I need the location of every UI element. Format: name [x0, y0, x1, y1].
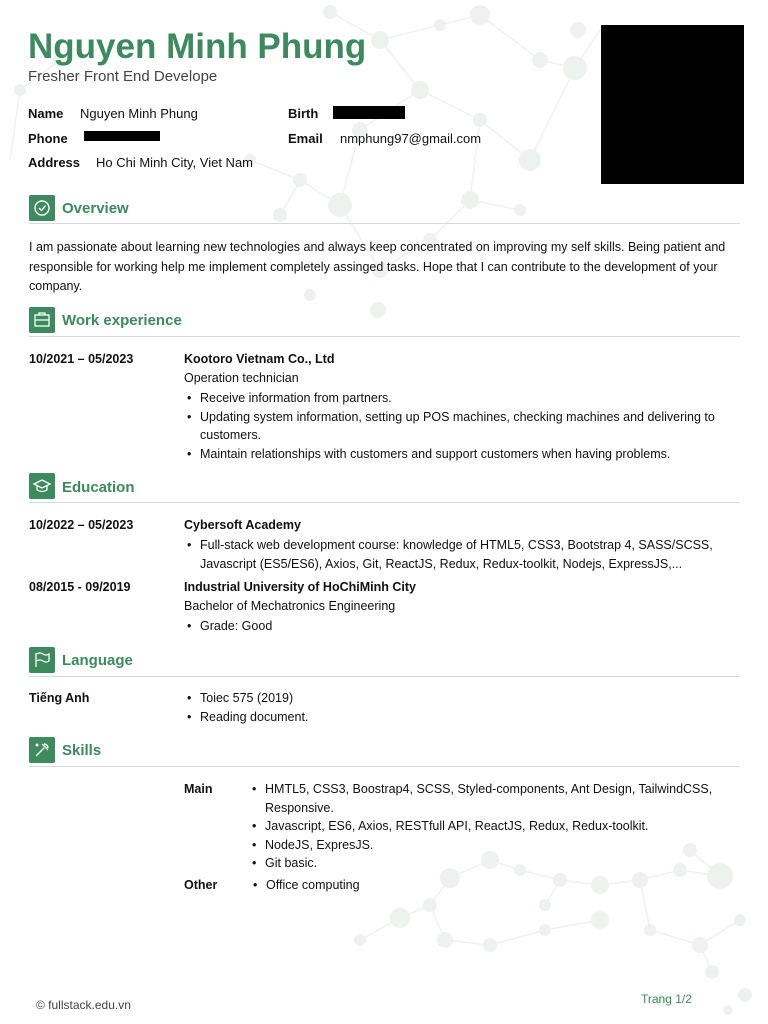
list-item: • HMTL5, CSS3, Boostrap4, SCSS, Styled-components, Ant Design, TailwindCSS, Responsive. [249, 780, 739, 817]
language-bullets [184, 689, 740, 726]
email-value: nmphung97@gmail.com [340, 131, 482, 146]
overview-icon [29, 195, 55, 221]
phone-label: Phone [28, 131, 68, 146]
work-divider [29, 336, 740, 337]
name-value: Nguyen Minh Phung [80, 106, 198, 121]
profile-photo-redacted [601, 25, 744, 184]
birth-value-redacted [333, 106, 405, 119]
list-item: • Git basic. [249, 854, 739, 873]
skills-divider [29, 766, 740, 767]
name-label: Name [28, 106, 64, 121]
education-divider [29, 502, 740, 503]
education-date: 10/2022 – 05/2023 [29, 518, 134, 532]
list-item: • Toiec 575 (2019) [184, 689, 740, 708]
flag-icon [29, 647, 55, 673]
work-company: Kootoro Vietnam Co., Ltd [184, 352, 335, 366]
list-item: • Maintain relationships with customers and support customers when having problems. [184, 445, 740, 464]
education-bullets [184, 617, 740, 636]
work-heading: Work experience [62, 312, 182, 329]
skills-other-label: Other [184, 878, 218, 892]
language-heading: Language [62, 652, 133, 669]
work-bullets [184, 389, 740, 463]
work-date: 10/2021 – 05/2023 [29, 352, 134, 366]
briefcase-icon [29, 307, 55, 333]
phone-value-redacted [84, 131, 160, 141]
overview-divider [29, 223, 740, 224]
language-divider [29, 676, 740, 677]
skills-main-label: Main [184, 782, 213, 796]
education-school: Industrial University of HoChiMinh City [184, 580, 416, 594]
education-degree: Bachelor of Mechatronics Engineering [184, 599, 396, 613]
address-label: Address [28, 155, 81, 170]
overview-heading: Overview [62, 200, 129, 217]
list-item: • Reading document. [184, 708, 740, 727]
copyright: © fullstack.edu.vn [36, 998, 131, 1012]
address-value: Ho Chi Minh City, Viet Nam [96, 155, 254, 170]
work-role: Operation technician [184, 371, 299, 385]
job-title: Fresher Front End Develope [28, 68, 218, 85]
education-bullets [184, 536, 740, 573]
overview-text: I am passionate about learning new technologies and always keep concentrated on improving my self skills. Being patient and responsible for working help me implement completely assinged tasks. Hope that I can contribute to the development of your company. [29, 240, 726, 293]
graduation-cap-icon [29, 473, 55, 499]
skills-icon [29, 737, 55, 763]
list-item: • Javascript, ES6, Axios, RESTfull API, ReactJS, Redux, Redux-toolkit. [249, 817, 739, 836]
list-item: • Updating system information, setting up POS machines, checking machines and delivering to customers. [184, 408, 740, 445]
list-item: • Grade: Good [184, 617, 740, 636]
birth-label: Birth [288, 106, 319, 121]
list-item: • NodeJS, ExpresJS. [249, 836, 739, 855]
list-item: • Full-stack web development course: knowledge of HTML5, CSS3, Bootstrap 4, SASS/SCSS, Javascript (ES5/ES6), Axios, Git, ReactJS, Redux, Redux-toolkit, Nodejs, ExpressJS,... [184, 536, 740, 573]
education-heading: Education [62, 479, 135, 496]
education-school: Cybersoft Academy [184, 518, 301, 532]
language-name: Tiếng Anh [29, 691, 90, 705]
skills-heading: Skills [62, 742, 102, 759]
page-number: Trang 1/2 [641, 992, 692, 1006]
list-item: • Office computing [250, 876, 740, 895]
education-date: 08/2015 - 09/2019 [29, 580, 131, 594]
skills-other-list [250, 876, 740, 895]
list-item: • Receive information from partners. [184, 389, 740, 408]
skills-main-list [249, 780, 739, 873]
email-label: Email [288, 131, 323, 146]
candidate-name: Nguyen Minh Phung [28, 27, 367, 66]
